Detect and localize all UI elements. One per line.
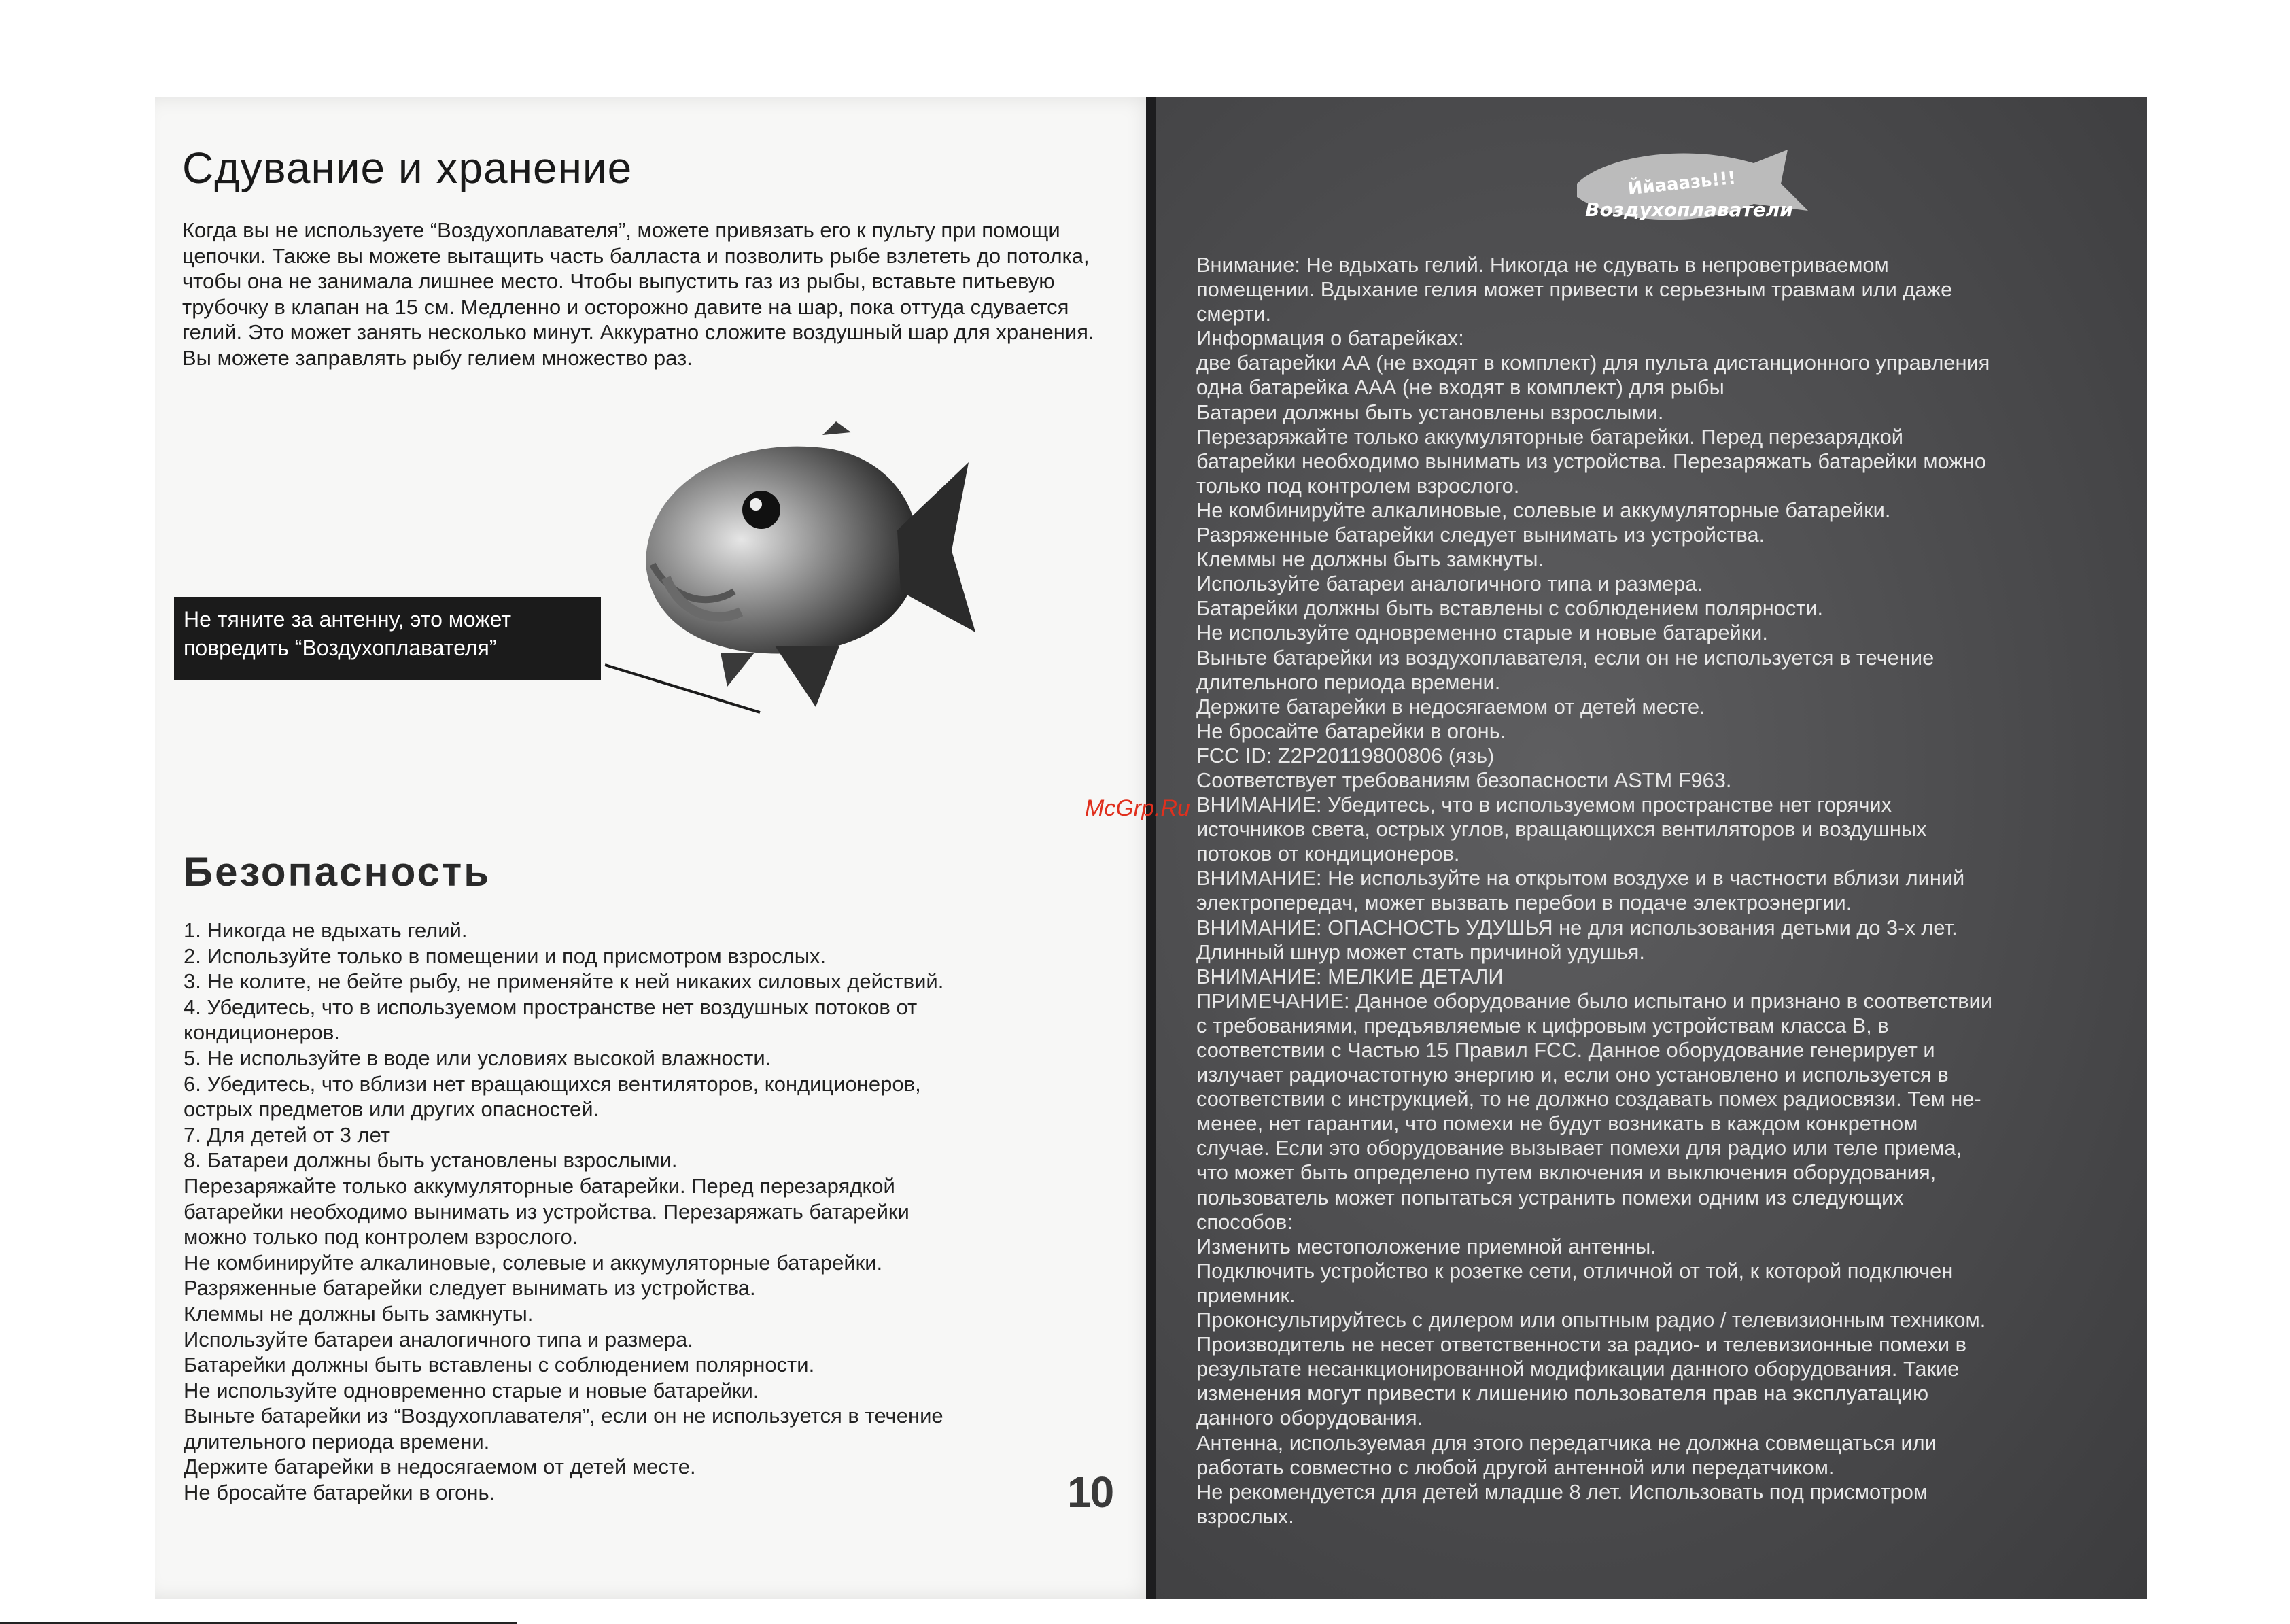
list-item: ВНИМАНИЕ: МЕЛКИЕ ДЕТАЛИ bbox=[1196, 964, 1504, 988]
list-item: Держите батарейки в недосягаемом от детей месте. bbox=[1196, 694, 1705, 719]
list-item: Длинный шнур может стать причиной удушья. bbox=[1196, 939, 1645, 964]
list-item: ВНИМАНИЕ: ОПАСНОСТЬ УДУШЬЯ не для использования детьми до 3-х лет. bbox=[1196, 915, 1958, 939]
list-item: электропередач, может вызвать перебои в подаче электроэнергии. bbox=[1196, 891, 1852, 915]
list-item: одна батарейка ААА (не входят в комплект) для рыбы bbox=[1196, 375, 1724, 400]
book-spine bbox=[1146, 97, 1156, 1599]
list-item: приемник. bbox=[1196, 1283, 1296, 1307]
list-item: Выньте батарейки из воздухоплавателя, если он не используется в течение bbox=[1196, 645, 1935, 670]
list-item: Подключить устройство к розетке сети, отличной от той, к которой подключен bbox=[1196, 1258, 1954, 1283]
list-item: пользователь может попытаться устранить помехи одним из следующих bbox=[1196, 1185, 1904, 1209]
list-item: длительного периода времени. bbox=[184, 1429, 490, 1453]
safety-list bbox=[184, 918, 1135, 1506]
storage-paragraph: Когда вы не используете “Воздухоплавателя”, можете привязать его к пульту при помощи цепочки. Также вы можете вытащить часть балласта и позволить рыбе взлететь до потолка, чтобы она не занимала лишнее место. Чтобы выпустить газ из рыбы, вставьте питьевую трубочку в клапан на 15 см. Медленно и осторожно давите на шар, пока оттуда сдувается гелий. Это может занять несколько минут. Аккуратно сложите воздушный шар для хранения. Вы можете заправлять рыбу гелием множество раз. bbox=[182, 218, 1094, 370]
list-item: Держите батарейки в недосягаемом от детей месте. bbox=[184, 1455, 696, 1479]
list-item: работать совместно с любой другой антенной или передатчиком. bbox=[1196, 1455, 1835, 1479]
list-item: батарейки необходимо вынимать из устройства. Перезаряжать батарейки bbox=[184, 1199, 909, 1224]
list-item: можно только под контролем взрослого. bbox=[184, 1225, 578, 1249]
list-item: Используйте батареи аналогичного типа и размера. bbox=[184, 1327, 693, 1351]
list-item: Проконсультируйтесь с дилером или опытным радио / телевизионным техником. bbox=[1196, 1308, 1986, 1332]
list-item: Клеммы не должны быть замкнуты. bbox=[1196, 547, 1544, 572]
list-item: 3. Не колите, не бейте рыбу, не применяйте к ней никаких силовых действий. bbox=[184, 969, 944, 994]
list-item: Не бросайте батарейки в огонь. bbox=[1196, 719, 1506, 743]
fish-balloon-illustration bbox=[598, 408, 979, 721]
list-item: менее, нет гарантии, что помехи не будут возникать в каждом конкретном bbox=[1196, 1111, 1918, 1136]
list-item: изменения могут привести к лишению пользователя прав на эксплуатацию bbox=[1196, 1381, 1929, 1406]
list-item: Изменить местоположение приемной антенны. bbox=[1196, 1234, 1656, 1258]
list-item: способов: bbox=[1196, 1209, 1293, 1234]
list-item: Не рекомендуется для детей младше 8 лет. Использовать под присмотром bbox=[1196, 1479, 1928, 1504]
list-item: 5. Не используйте в воде или условиях высокой влажности. bbox=[184, 1046, 771, 1070]
list-item: потоков от кондиционеров. bbox=[1196, 842, 1460, 866]
list-item: смерти. bbox=[1196, 302, 1272, 326]
list-item: Информация о батарейках: bbox=[1196, 326, 1464, 351]
list-item: Клеммы не должны быть замкнуты. bbox=[184, 1301, 534, 1326]
list-item: излучает радиочастотную энергию и, если оно установлено и используется в bbox=[1196, 1062, 1949, 1087]
list-item: 2. Используйте только в помещении и под присмотром взрослых. bbox=[184, 944, 827, 968]
list-item: 8. Батареи должны быть установлены взрослыми. bbox=[184, 1148, 678, 1173]
list-item: FCC ID: Z2P20119800806 (язь) bbox=[1196, 743, 1495, 767]
list-item: 4. Убедитесь, что в используемом пространстве нет воздушных потоков от bbox=[184, 995, 918, 1019]
list-item: Используйте батареи аналогичного типа и размера. bbox=[1196, 572, 1703, 596]
storage-heading: Сдувание и хранение bbox=[182, 143, 633, 192]
list-item: Батарейки должны быть вставлены с соблюдением полярности. bbox=[184, 1353, 815, 1377]
list-item: длительного периода времени. bbox=[1196, 670, 1501, 694]
list-item: Внимание: Не вдыхать гелий. Никогда не сдувать в непроветриваемом bbox=[1196, 253, 1889, 277]
list-item: ПРИМЕЧАНИЕ: Данное оборудование было испытано и признано в соответствии bbox=[1196, 988, 1993, 1013]
list-item: Перезаряжайте только аккумуляторные батарейки. Перед перезарядкой bbox=[1196, 424, 1903, 449]
list-item: помещении. Вдыхание гелия может привести к серьезным травмам или даже bbox=[1196, 277, 1953, 302]
list-item: Не используйте одновременно старые и новые батарейки. bbox=[1196, 621, 1768, 645]
list-item: Не комбинируйте алкалиновые, солевые и аккумуляторные батарейки. bbox=[1196, 498, 1891, 522]
list-item: 7. Для детей от 3 лет bbox=[184, 1122, 390, 1147]
list-item: Перезаряжайте только аккумуляторные батарейки. Перед перезарядкой bbox=[184, 1173, 895, 1198]
watermark: McGrp.Ru bbox=[1085, 795, 1190, 821]
list-item: Не используйте одновременно старые и новые батарейки. bbox=[184, 1378, 759, 1402]
page-number: 10 bbox=[1067, 1468, 1113, 1517]
list-item: 6. Убедитесь, что вблизи нет вращающихся вентиляторов, кондиционеров, bbox=[184, 1071, 921, 1096]
list-item: что может быть определено путем включения и выключения оборудования, bbox=[1196, 1160, 1937, 1185]
list-item: ВНИМАНИЕ: Не используйте на открытом воздухе и в частности вблизи линий bbox=[1196, 866, 1965, 891]
list-item: Выньте батарейки из “Воздухоплавателя”, если он не используется в течение bbox=[184, 1404, 943, 1428]
list-item: случае. Если это оборудование вызывает помехи для радио или теле приема, bbox=[1196, 1136, 1962, 1160]
list-item: Разряженные батарейки следует вынимать из устройства. bbox=[184, 1276, 756, 1300]
list-item: Батарейки должны быть вставлены с соблюдением полярности. bbox=[1196, 596, 1824, 621]
list-item: Батареи должны быть установлены взрослыми. bbox=[1196, 400, 1664, 424]
list-item: Не комбинируйте алкалиновые, солевые и аккумуляторные батарейки. bbox=[184, 1250, 883, 1275]
list-item: кондиционеров. bbox=[184, 1020, 340, 1045]
list-item: с требованиями, предъявляемые к цифровым устройствам класса B, в bbox=[1196, 1013, 1889, 1037]
safety-heading: Безопасность bbox=[184, 849, 491, 895]
list-item: источников света, острых углов, вращающихся вентиляторов и воздушных bbox=[1196, 817, 1927, 842]
antenna-warning-callout: Не тяните за антенну, это может повредить “Воздухоплавателя” bbox=[174, 597, 601, 680]
list-item: соответствии с Частью 15 Правил FCC. Данное оборудование генерирует и bbox=[1196, 1038, 1935, 1062]
list-item: Разряженные батарейки следует вынимать из устройства. bbox=[1196, 523, 1765, 547]
list-item: Не бросайте батарейки в огонь. bbox=[184, 1481, 496, 1505]
list-item: Антенна, используемая для этого передатчика не должна совмещаться или bbox=[1196, 1430, 1937, 1455]
list-item: 1. Никогда не вдыхать гелий. bbox=[184, 918, 468, 942]
logo-line-1: Ййааазь!!! bbox=[1627, 167, 1737, 200]
list-item: взрослых. bbox=[1196, 1504, 1294, 1528]
logo-line-2: Воздухоплаватели bbox=[1585, 198, 1793, 221]
list-item: две батарейки АА (не входят в комплект) для пульта дистанционного управления bbox=[1196, 351, 1990, 375]
brand-logo bbox=[1563, 136, 1815, 238]
list-item: только под контролем взрослого. bbox=[1196, 473, 1520, 498]
list-item: Производитель не несет ответственности за радио- и телевизионные помехи в bbox=[1196, 1332, 1966, 1357]
list-item: данного оборудования. bbox=[1196, 1406, 1423, 1430]
list-item: острых предметов или других опасностей. bbox=[184, 1097, 600, 1122]
list-item: ВНИМАНИЕ: Убедитесь, что в используемом пространстве нет горячих bbox=[1196, 793, 1892, 817]
right-page-text bbox=[1196, 253, 2148, 1529]
list-item: батарейки необходимо вынимать из устройства. Перезаряжать батарейки можно bbox=[1196, 449, 1987, 473]
list-item: результате несанкционированной модификации данного оборудования. Такие bbox=[1196, 1357, 1960, 1381]
list-item: соответствии с инструкцией, то не должно создавать помех радиосвязи. Тем не- bbox=[1196, 1087, 1981, 1111]
list-item: Соответствует требованиям безопасности ASTM F963. bbox=[1196, 767, 1732, 792]
